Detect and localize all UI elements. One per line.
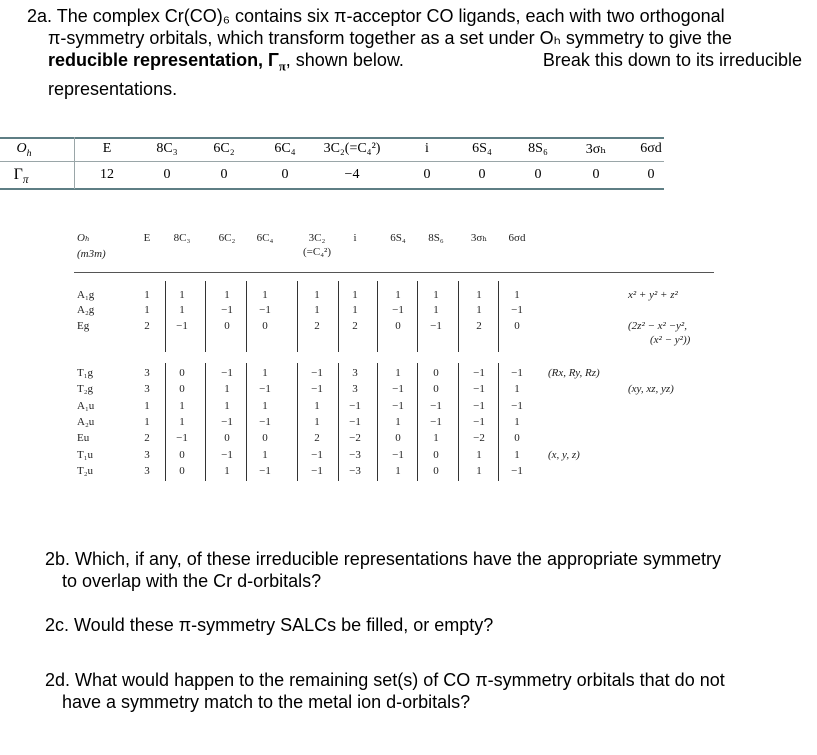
char-value-cell: −1 <box>511 304 523 316</box>
char-value-cell: 1 <box>476 449 482 461</box>
char-value-cell: −1 <box>473 400 485 412</box>
char-value-cell: −1 <box>221 304 233 316</box>
char-value-cell: 2 <box>476 320 482 332</box>
char-value-cell: −1 <box>392 304 404 316</box>
char-header-cell: 3C₂ <box>308 232 326 244</box>
char-value-cell: 0 <box>179 449 185 461</box>
char-value-cell: −1 <box>511 400 523 412</box>
gamma-value-cell: 0 <box>478 167 486 182</box>
char-value-cell: 1 <box>314 400 320 412</box>
char-value-cell: 3 <box>144 465 150 477</box>
char-value-cell: 1 <box>224 465 230 477</box>
char-column-separator <box>458 281 459 352</box>
char-group-label: Oₕ <box>77 232 90 244</box>
char-header-cell: 6C₄ <box>256 232 274 244</box>
char-value-cell: 0 <box>514 432 520 444</box>
q2a-line1: 2a. The complex Cr(CO)₆ contains six π-acceptor CO ligands, each with two orthogonal <box>27 6 725 26</box>
gamma-header-cell: 8C₃ <box>156 141 178 156</box>
char-value-cell: 2 <box>144 320 150 332</box>
gamma-value-cell: 0 <box>163 167 171 182</box>
char-column-separator <box>377 363 378 481</box>
char-value-cell: 0 <box>224 432 230 444</box>
char-column-separator <box>165 281 166 352</box>
char-basis-quadratic: (x² − y²)) <box>650 334 691 346</box>
char-basis-quadratic: (xy, xz, yz) <box>628 383 674 395</box>
q2c-line1: 2c. Would these π-symmetry SALCs be filled, or empty? <box>45 615 494 635</box>
gamma-group-label: $O_h$ <box>16 141 32 159</box>
char-header-sub: (=C₄²) <box>303 246 331 258</box>
char-value-cell: 0 <box>433 367 439 379</box>
char-value-cell: 0 <box>395 320 401 332</box>
char-column-separator <box>297 281 298 352</box>
gamma-header-cell: 8S₆ <box>528 141 548 156</box>
char-value-cell: 1 <box>395 465 401 477</box>
char-column-separator <box>338 363 339 481</box>
char-value-cell: −1 <box>430 320 442 332</box>
char-value-cell: 0 <box>262 432 268 444</box>
char-value-cell: 0 <box>224 320 230 332</box>
gamma-header-cell: 3C₂(=C₄²) <box>323 141 381 156</box>
char-value-cell: −1 <box>221 416 233 428</box>
char-value-cell: 1 <box>262 449 268 461</box>
char-value-cell: 0 <box>262 320 268 332</box>
char-value-cell: 0 <box>433 449 439 461</box>
char-column-separator <box>498 281 499 352</box>
char-value-cell: −1 <box>392 400 404 412</box>
q2b-line1: 2b. Which, if any, of these irreducible representations have the appropriate symmetry <box>45 549 722 569</box>
char-value-cell: 1 <box>395 416 401 428</box>
char-value-cell: −1 <box>259 383 271 395</box>
char-value-cell: 1 <box>352 289 358 301</box>
char-header-cell: 6C₂ <box>218 232 236 244</box>
char-row-label: T₁g <box>77 367 94 379</box>
char-column-separator <box>458 363 459 481</box>
char-header-cell: 8S₆ <box>428 232 444 244</box>
char-value-cell: −1 <box>221 449 233 461</box>
char-value-cell: 3 <box>144 367 150 379</box>
char-value-cell: −1 <box>349 416 361 428</box>
char-value-cell: 1 <box>179 304 185 316</box>
char-value-cell: 1 <box>514 449 520 461</box>
char-value-cell: −1 <box>311 367 323 379</box>
char-value-cell: 1 <box>352 304 358 316</box>
char-value-cell: 0 <box>514 320 520 332</box>
char-value-cell: 0 <box>179 367 185 379</box>
char-row-label: T₁u <box>77 449 94 461</box>
char-header-cell: 6σd <box>508 232 526 244</box>
char-value-cell: −2 <box>349 432 361 444</box>
char-row-label: T₂g <box>77 383 94 395</box>
char-value-cell: −1 <box>176 432 188 444</box>
char-value-cell: 0 <box>433 383 439 395</box>
char-value-cell: −1 <box>311 383 323 395</box>
char-header-cell: E <box>143 232 151 244</box>
char-value-cell: 3 <box>352 367 358 379</box>
char-row-label: Eu <box>77 432 90 444</box>
char-value-cell: −1 <box>311 465 323 477</box>
q2d-line1: 2d. What would happen to the remaining set(s) of CO π-symmetry orbitals that do not <box>45 670 725 690</box>
char-value-cell: 1 <box>314 416 320 428</box>
q2d-line2: have a symmetry match to the metal ion d-orbitals? <box>62 692 471 712</box>
char-value-cell: 1 <box>514 289 520 301</box>
char-header-cell: 6S₄ <box>390 232 406 244</box>
char-value-cell: 1 <box>224 383 230 395</box>
char-value-cell: 1 <box>476 304 482 316</box>
char-header-cell: 8C₃ <box>173 232 191 244</box>
char-value-cell: 1 <box>514 383 520 395</box>
char-header-cell: 3σₕ <box>470 232 488 244</box>
char-row-label: T₂u <box>77 465 94 477</box>
char-value-cell: 1 <box>395 367 401 379</box>
char-value-cell: 1 <box>262 400 268 412</box>
question-2d <box>45 669 805 713</box>
char-header-cell: i <box>353 232 357 244</box>
char-value-cell: −1 <box>349 400 361 412</box>
char-value-cell: −1 <box>511 465 523 477</box>
oh-character-table <box>0 225 740 500</box>
char-value-cell: 3 <box>144 449 150 461</box>
char-value-cell: 1 <box>262 289 268 301</box>
question-2a <box>27 5 802 100</box>
char-value-cell: 2 <box>352 320 358 332</box>
char-value-cell: 1 <box>433 432 439 444</box>
char-value-cell: 1 <box>476 289 482 301</box>
char-value-cell: 3 <box>144 383 150 395</box>
char-value-cell: 1 <box>395 289 401 301</box>
table-top-rule <box>0 137 664 139</box>
char-value-cell: 1 <box>144 416 150 428</box>
char-value-cell: −1 <box>392 449 404 461</box>
gamma-value-cell: 0 <box>592 167 600 182</box>
q2a-line2: π-symmetry orbitals, which transform together as a set under Oₕ symmetry to give the <box>48 28 732 48</box>
char-column-separator <box>498 363 499 481</box>
q2a-gamma-sub: π <box>278 59 286 74</box>
char-value-cell: −3 <box>349 449 361 461</box>
char-value-cell: 1 <box>179 400 185 412</box>
char-basis-quadratic: x² + y² + z² <box>628 289 678 301</box>
char-value-cell: −1 <box>473 416 485 428</box>
char-value-cell: 1 <box>179 289 185 301</box>
gamma-row-label: $\Gamma_\pi$ <box>13 166 29 187</box>
char-value-cell: 0 <box>395 432 401 444</box>
char-value-cell: 1 <box>179 416 185 428</box>
gamma-value-cell: 0 <box>220 167 228 182</box>
char-value-cell: 2 <box>314 320 320 332</box>
gamma-value-cell: 0 <box>281 167 289 182</box>
reducible-representation-table <box>0 137 664 190</box>
char-value-cell: −1 <box>430 400 442 412</box>
char-column-separator <box>246 281 247 352</box>
char-value-cell: 1 <box>144 400 150 412</box>
char-value-cell: −1 <box>473 383 485 395</box>
char-basis-rotations: (Rx, Ry, Rz) <box>548 367 600 379</box>
q2b-line2: to overlap with the Cr d-orbitals? <box>62 571 322 591</box>
gamma-value-cell: 0 <box>534 167 542 182</box>
char-value-cell: 3 <box>352 383 358 395</box>
gamma-header-cell: E <box>102 141 112 156</box>
q2a-line4: representations. <box>48 78 178 99</box>
gamma-header-cell: i <box>425 141 429 156</box>
char-group-alt: (m3m) <box>77 248 106 260</box>
char-value-cell: −1 <box>511 367 523 379</box>
char-basis-rotations: (x, y, z) <box>548 449 580 461</box>
char-value-cell: 1 <box>476 465 482 477</box>
char-value-cell: 1 <box>144 304 150 316</box>
char-value-cell: 0 <box>179 465 185 477</box>
char-value-cell: −1 <box>430 416 442 428</box>
char-value-cell: −1 <box>221 367 233 379</box>
gamma-header-cell: 3σₕ <box>585 142 607 157</box>
char-value-cell: −1 <box>259 416 271 428</box>
char-row-label: A₂u <box>77 416 95 428</box>
char-value-cell: 1 <box>314 304 320 316</box>
char-value-cell: −1 <box>259 465 271 477</box>
char-column-separator <box>246 363 247 481</box>
gamma-header-cell: 6S₄ <box>472 141 492 156</box>
q2a-line3-mid: , shown below. <box>285 50 404 70</box>
gamma-value-cell: 0 <box>647 167 655 182</box>
char-value-cell: −1 <box>176 320 188 332</box>
char-value-cell: 1 <box>144 289 150 301</box>
char-column-separator <box>205 281 206 352</box>
q2a-line3-end: Break this down to its irreducible <box>542 50 802 70</box>
char-column-separator <box>205 363 206 481</box>
table-divider <box>74 137 75 189</box>
char-column-separator <box>377 281 378 352</box>
question-2b <box>45 548 805 592</box>
char-column-separator <box>417 363 418 481</box>
char-value-cell: −1 <box>259 304 271 316</box>
char-value-cell: 1 <box>433 289 439 301</box>
char-value-cell: 1 <box>262 367 268 379</box>
char-value-cell: −1 <box>392 383 404 395</box>
char-value-cell: 2 <box>314 432 320 444</box>
char-column-separator <box>297 363 298 481</box>
char-value-cell: 1 <box>314 289 320 301</box>
char-value-cell: −3 <box>349 465 361 477</box>
char-value-cell: −1 <box>473 367 485 379</box>
char-value-cell: 2 <box>144 432 150 444</box>
char-row-label: Eg <box>77 320 90 332</box>
gamma-header-cell: 6C₂ <box>213 141 235 156</box>
char-value-cell: 0 <box>433 465 439 477</box>
char-row-label: A₁u <box>77 400 95 412</box>
char-value-cell: 1 <box>514 416 520 428</box>
char-row-label: A₁g <box>77 289 95 301</box>
char-header-rule <box>74 272 714 273</box>
gamma-value-cell: −4 <box>344 167 360 182</box>
char-basis-quadratic: (2z² − x² −y², <box>628 320 687 332</box>
char-row-label: A₂g <box>77 304 95 316</box>
gamma-header-cell: 6σd <box>640 141 662 156</box>
char-value-cell: −2 <box>473 432 485 444</box>
q2a-line3-bold: reducible representation, Γ <box>48 50 279 70</box>
char-column-separator <box>417 281 418 352</box>
q2a-line3 <box>27 49 802 78</box>
char-column-separator <box>338 281 339 352</box>
char-value-cell: 1 <box>224 289 230 301</box>
char-value-cell: 1 <box>433 304 439 316</box>
gamma-header-cell: 6C₄ <box>274 141 296 156</box>
gamma-value-cell: 12 <box>100 167 114 182</box>
table-bottom-rule <box>0 188 664 190</box>
char-column-separator <box>165 363 166 481</box>
char-value-cell: 1 <box>224 400 230 412</box>
q2a-line1-row <box>27 5 802 27</box>
table-mid-rule <box>0 161 664 162</box>
char-value-cell: 0 <box>179 383 185 395</box>
char-value-cell: −1 <box>311 449 323 461</box>
question-2c <box>45 614 493 636</box>
gamma-value-cell: 0 <box>423 167 431 182</box>
